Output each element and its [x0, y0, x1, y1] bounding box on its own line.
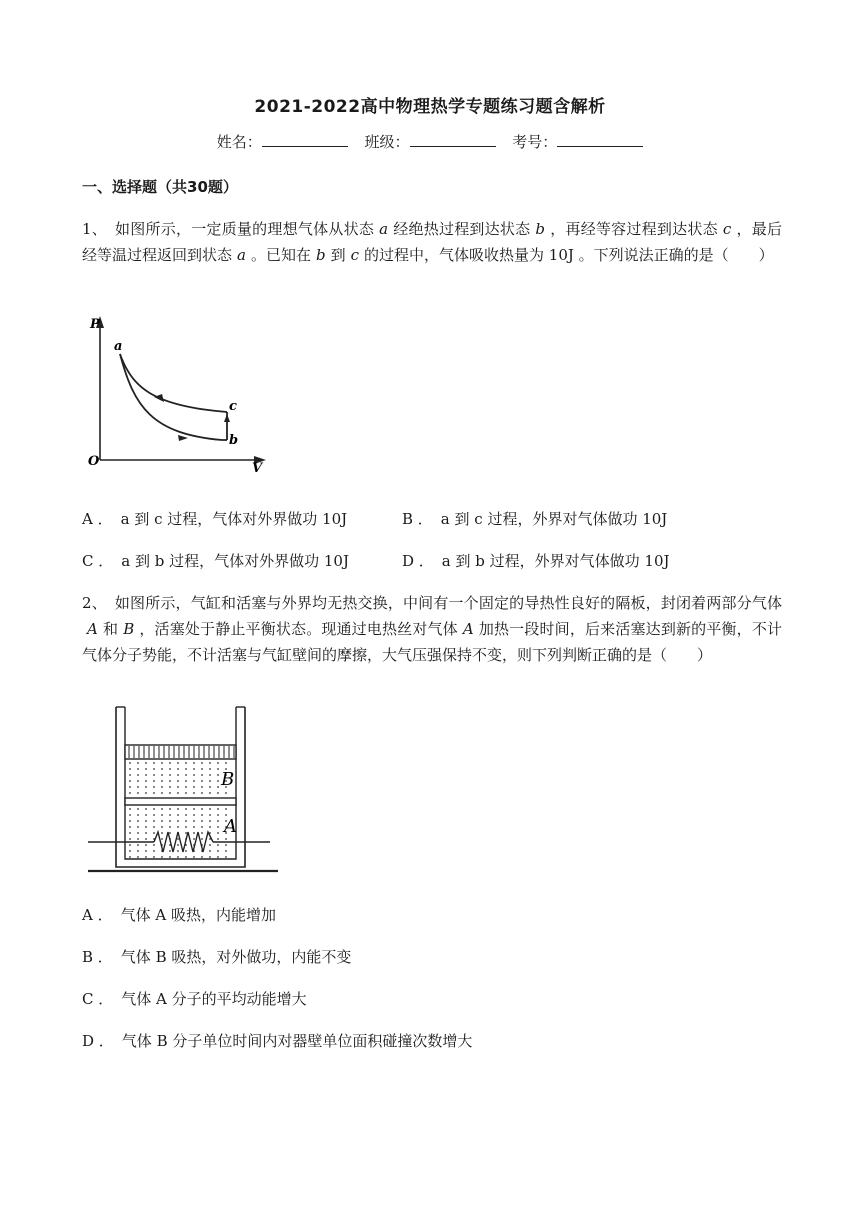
q1-text-2: 经绝热过程到达状态: [393, 220, 531, 238]
q1-option-b-text: a 到 c 过程，外界对气体做功 10J: [440, 510, 668, 528]
point-a-label: a: [114, 339, 123, 354]
document-title: 2021-2022高中物理热学专题练习题含解析: [254, 97, 606, 117]
q1-option-c-text: a 到 b 过程，气体对外界做功 10J: [121, 552, 349, 570]
q2-option-d-letter: D ．: [82, 1032, 114, 1050]
q2-option-b-text: 气体 B 吸热，对外做功，内能不变: [120, 948, 352, 966]
question-1-number: 1、: [82, 220, 108, 238]
p-axis-label: P: [90, 317, 100, 332]
q2-var-A: A: [87, 620, 98, 638]
q1-option-a[interactable]: [82, 508, 347, 529]
point-c-label: c: [229, 399, 237, 414]
heating-coil: [154, 832, 213, 852]
number-label: 考号：: [512, 133, 558, 151]
class-blank[interactable]: [410, 134, 496, 147]
arrow-b-to-c: [224, 414, 230, 422]
q1-option-d[interactable]: [402, 550, 670, 571]
question-2-stem: [82, 590, 782, 668]
q2-text-2: 和: [102, 620, 119, 638]
q2-option-b[interactable]: [82, 946, 351, 967]
name-field: [217, 131, 348, 152]
q1-option-a-text: a 到 c 过程，气体对外界做功 10J: [120, 510, 348, 528]
q2-text-3: ，活塞处于静止平衡状态。现通过电热丝对气体: [139, 620, 458, 638]
q1-text-6: 到: [330, 246, 346, 264]
gas-dots: [129, 762, 227, 858]
q1-text-7: 的过程中，气体吸收热量为 10J 。下列说法正确的是（ ）: [364, 246, 774, 264]
q2-option-c-text: 气体 A 分子的平均动能增大: [121, 990, 307, 1008]
isothermal-curve-ca: [120, 354, 227, 412]
q1-var-b2: b: [315, 246, 326, 264]
q2-option-b-letter: B ．: [82, 948, 113, 966]
q1-option-b-letter: B ．: [402, 510, 433, 528]
q1-text-1: 如图所示，一定质量的理想气体从状态: [115, 220, 375, 238]
q2-option-c[interactable]: [82, 988, 307, 1009]
number-field: [512, 131, 643, 152]
student-info-line: [0, 131, 860, 152]
q1-var-b: b: [535, 220, 545, 238]
partition: [125, 798, 236, 805]
name-blank[interactable]: [262, 134, 348, 147]
v-axis-label: V: [252, 461, 263, 476]
q1-text-5: 。已知在: [250, 246, 311, 264]
q2-option-a-letter: A ．: [82, 906, 113, 924]
name-label: 姓名：: [216, 133, 262, 151]
gas-b-label: B: [221, 769, 235, 790]
q2-text-1: 如图所示，气缸和活塞与外界均无热交换，中间有一个固定的导热性良好的隔板，封闭着两部分气体: [114, 594, 782, 612]
adiabatic-curve-ab: [120, 354, 227, 440]
class-field: [364, 131, 495, 152]
origin-label: O: [88, 454, 100, 469]
q1-var-a: a: [379, 220, 389, 238]
q2-var-A2: A: [462, 620, 474, 638]
gas-a-label: A: [224, 816, 237, 837]
q2-option-a-text: 气体 A 吸热，内能增加: [120, 906, 276, 924]
cylinder-diagram: [88, 705, 288, 877]
q1-option-d-letter: D ．: [402, 552, 434, 570]
q2-var-B: B: [123, 620, 135, 638]
q1-text-3: ，再经等容过程到达状态: [550, 220, 718, 238]
question-1-stem: [82, 216, 782, 268]
class-label: 班级：: [364, 133, 410, 151]
q1-var-c2: c: [350, 246, 360, 264]
question-2-number: 2、: [82, 594, 107, 612]
q2-text-4: 加热一段时间，后来活塞达到新的平衡，不计气体分子势能，不计活塞与气缸壁间的摩擦，大气压强保持不变，则下列判断正确的是（ ）: [82, 620, 782, 664]
q1-text-4: ，最后经等温过程返回到状态: [82, 220, 782, 264]
pv-diagram: [82, 312, 282, 480]
q1-option-c-letter: C ．: [82, 552, 114, 570]
q1-var-a2: a: [237, 246, 246, 264]
q1-option-d-text: a 到 b 过程，外界对气体做功 10J: [441, 552, 670, 570]
q2-option-c-letter: C ．: [82, 990, 114, 1008]
q1-option-c[interactable]: [82, 550, 349, 571]
cylinder-inner-wall: [125, 707, 236, 859]
q1-var-c: c: [722, 220, 732, 238]
q2-option-d[interactable]: [82, 1030, 472, 1051]
arrow-a-to-b: [178, 435, 188, 441]
q1-option-a-letter: A ．: [82, 510, 113, 528]
number-blank[interactable]: [557, 134, 643, 147]
q2-option-d-text: 气体 B 分子单位时间内对器壁单位面积碰撞次数增大: [121, 1032, 473, 1050]
q1-option-b[interactable]: [402, 508, 667, 529]
q2-option-a[interactable]: [82, 904, 276, 925]
section-heading: 一、选择题（共30题）: [82, 178, 238, 196]
point-b-label: b: [229, 433, 239, 448]
